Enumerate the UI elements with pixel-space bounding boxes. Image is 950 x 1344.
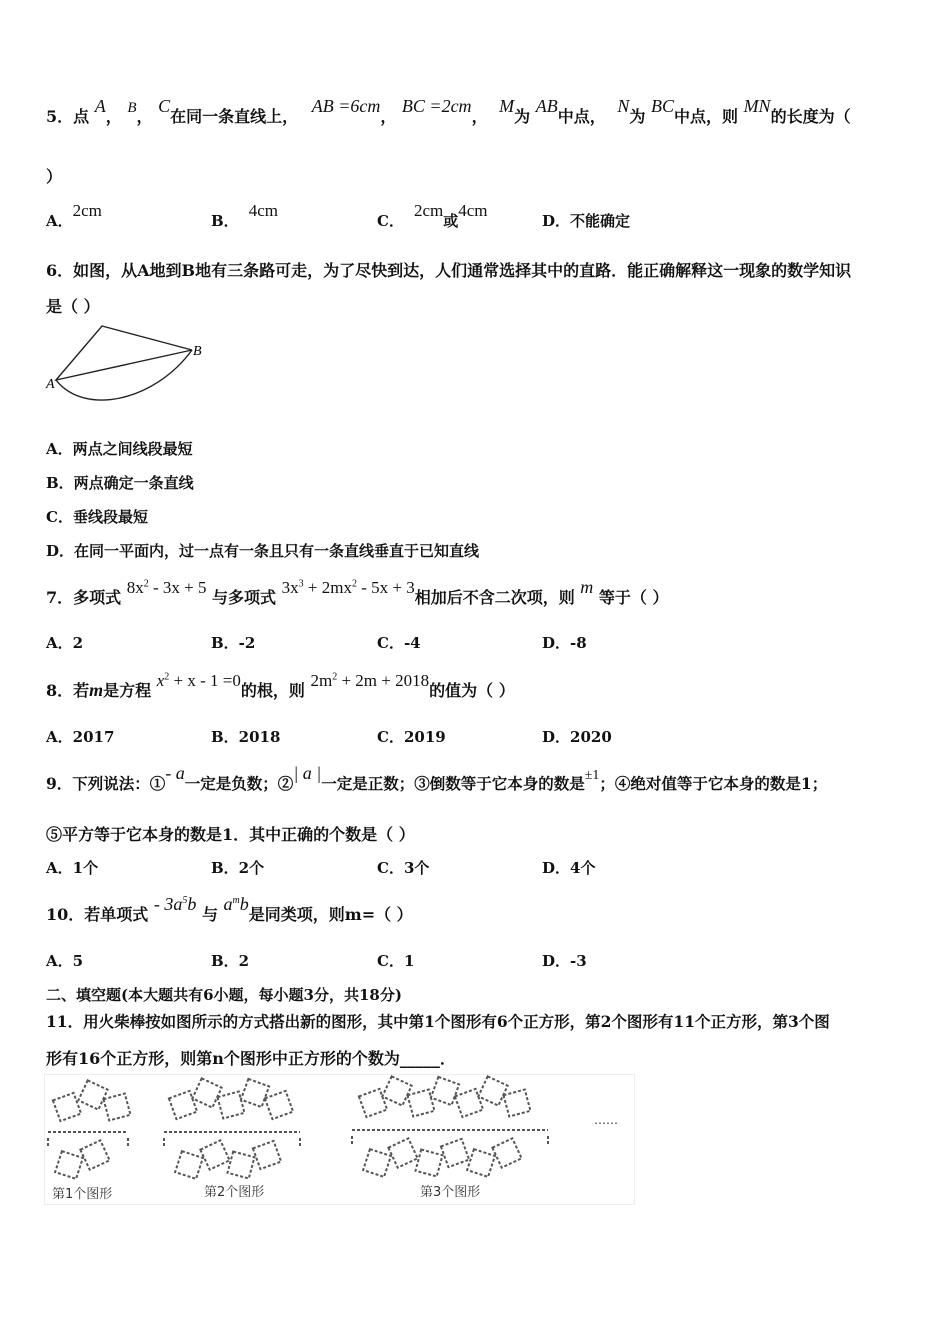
- q7-stem: 7．多项式 $8x^2 - 3x + 5$ 与多项式 $3x^3 + 2mx^2 - 5x + 3$相加后不含二次项，则 m 等于（ ）: [46, 577, 669, 607]
- q5-option-a: A．2cm: [46, 201, 102, 230]
- q6-figure-label-a: A: [46, 377, 55, 392]
- q8-stem: 8．若m是方程 $x^2 + x - 1 =0$的根，则 $2m^2 + 2m + 2018$的值为（ ）: [46, 671, 515, 700]
- q10-option-d: D．-3: [542, 952, 587, 970]
- q5-stem-close: ）: [46, 167, 63, 186]
- q6-stem-2: 是（ ）: [46, 297, 100, 316]
- q11-stem: 11．用火柴棒按如图所示的方式搭出新的图形，其中第1个图形有6个正方形，第2个图形有11个正方形，第3个图: [46, 1012, 830, 1031]
- q8-option-d: D．2020: [542, 728, 612, 746]
- q7-option-d: D．-8: [542, 634, 587, 652]
- q10-stem: 10．若单项式 - $3a^5b$ 与 $a^mb$是同类项，则m=（ ）: [46, 894, 413, 924]
- q11-stem-2: 形有16个正方形，则第n个图形中正方形的个数为_____．: [46, 1049, 456, 1068]
- continuation-dots: ……: [594, 1113, 618, 1127]
- figure-1: [48, 1080, 130, 1178]
- q9-option-d: D．4个: [542, 859, 596, 877]
- q7-option-b: B．-2: [211, 634, 256, 652]
- q9-option-a: A．1个: [46, 859, 99, 877]
- q10-option-c: C．1: [377, 952, 415, 970]
- q6-option-b: B．两点确定一条直线: [46, 474, 194, 492]
- q6-figure-label-b: B: [193, 344, 202, 359]
- q9-stem: 9．下列说法：①- a一定是负数；②| a |一定是正数；③倒数等于它本身的数是±1；④绝对值等于它本身的数是1；: [46, 763, 828, 793]
- q7-option-c: C．-4: [377, 634, 421, 652]
- section-title: 二、填空题(本大题共有6小题，每小题3分，共18分): [46, 986, 402, 1004]
- q9-option-b: B．2个: [211, 859, 265, 877]
- q9-stem-2: ⑤平方等于它本身的数是1．其中正确的个数是（ ）: [46, 825, 415, 844]
- q8-option-b: B．2018: [211, 728, 281, 746]
- q5-option-c: C．2cm或4cm: [377, 201, 488, 230]
- q7-option-a: A．2: [46, 634, 84, 652]
- q11-matchstick-figures: [44, 1074, 636, 1206]
- figure-2: [164, 1078, 300, 1178]
- figure-3: [352, 1076, 548, 1176]
- figure-1-caption: 第1个图形: [52, 1187, 113, 1202]
- q5-option-b: B．4cm: [211, 201, 278, 230]
- q10-option-b: B．2: [211, 952, 250, 970]
- figure-2-caption: 第2个图形: [204, 1185, 265, 1200]
- q8-option-a: A．2017: [46, 728, 115, 746]
- q6-stem: 6．如图，从A地到B地有三条路可走，为了尽快到达，人们通常选择其中的直路．能正确解释这一现象的数学知识: [46, 261, 852, 280]
- q9-option-c: C．3个: [377, 859, 430, 877]
- q5-stem: 5．点 A， B， C在同一条直线上， AB =6cm， BC =2cm， M为 AB中点， N为 BC中点，则 MN的长度为（: [46, 96, 851, 126]
- q6-option-a: A．两点之间线段最短: [46, 440, 193, 458]
- q8-option-c: C．2019: [377, 728, 446, 746]
- q6-route-figure: [44, 322, 214, 408]
- q10-option-a: A．5: [46, 952, 84, 970]
- figure-3-caption: 第3个图形: [420, 1185, 481, 1200]
- q6-option-d: D．在同一平面内，过一点有一条且只有一条直线垂直于已知直线: [46, 542, 480, 560]
- q6-option-c: C．垂线段最短: [46, 508, 148, 526]
- q5-option-d: D．不能确定: [542, 212, 631, 230]
